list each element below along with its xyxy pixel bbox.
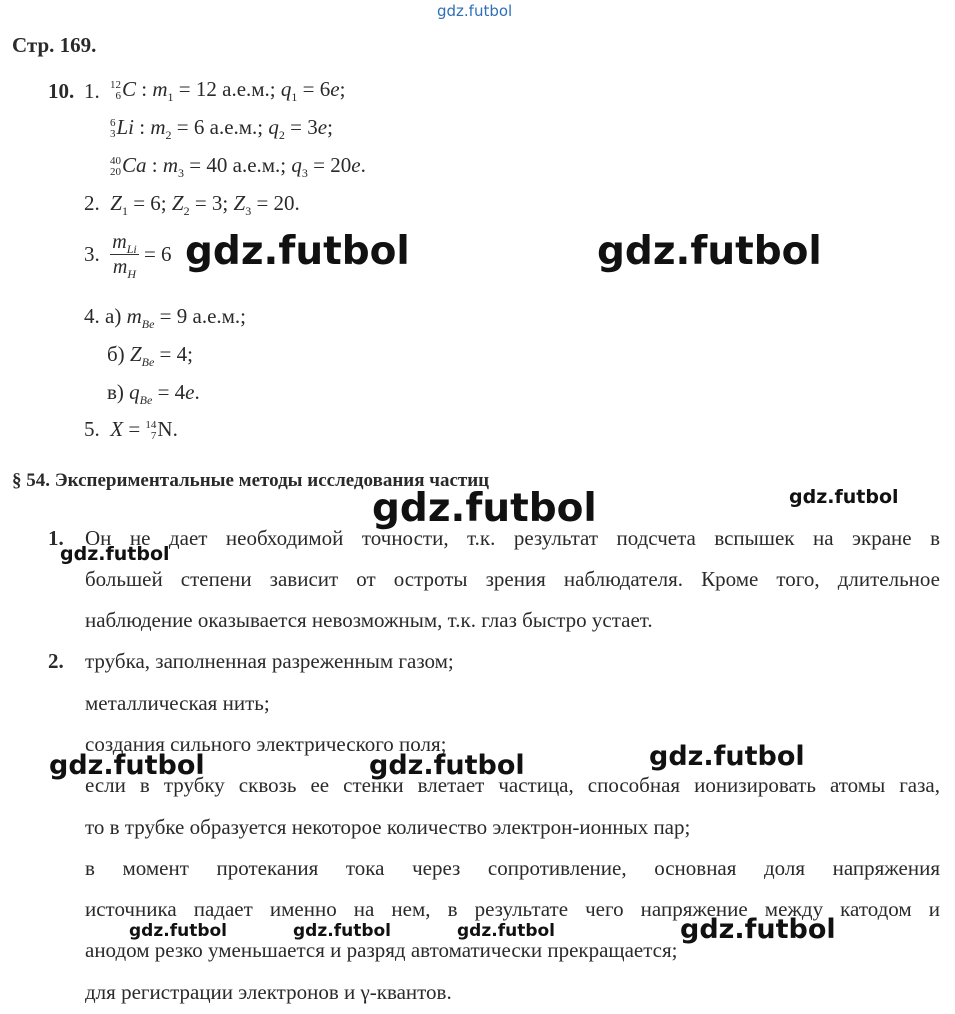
calcium-line: 40 20 Ca : $m_3 = 40$ а.е.м.; $q_3 = 20e$. <box>110 153 366 181</box>
watermark: gdz.futbol <box>293 921 391 941</box>
q1-line-2: большей степени зависит от остроты зрения наблюдателя. Кроме того, длительное <box>85 567 940 591</box>
q2-line-7: источника падает именно на нем, в результате чего напряжение между катодом и <box>85 897 940 921</box>
q2-line-8: анодом резко уменьшается и разряд автоматически прекращается; <box>85 938 678 962</box>
q2-number: 2. <box>48 649 64 673</box>
watermark: gdz.futbol <box>60 543 170 565</box>
q2-line-3: создания сильного электрического поля; <box>85 732 447 756</box>
q1-line-3: наблюдение оказывается невозможным, т.к. глаз быстро устает. <box>85 608 653 632</box>
item4a-line: 4. а) $m_{Be} = 9$ а.е.м.; <box>84 304 247 332</box>
watermark: gdz.futbol <box>789 486 899 508</box>
watermark: gdz.futbol <box>680 914 836 945</box>
item1-number: 1. <box>84 79 100 103</box>
nitrogen-nuclide-prefix: 14 7 <box>145 419 157 443</box>
watermark: gdz.futbol <box>597 229 822 274</box>
section-title: § 54. Экспериментальные методы исследования частиц <box>12 470 490 491</box>
watermark-top: gdz.futbol <box>437 2 513 20</box>
q2-line-4: если в трубку сквозь ее стенки влетает частица, способная ионизировать атомы газа, <box>85 773 940 797</box>
lithium-nuclide-prefix: 6 3 <box>110 117 116 141</box>
watermark: gdz.futbol <box>649 741 805 772</box>
item3-line: 3. $\frac{m_{Li}}{m_H}$ = 6 <box>84 231 172 281</box>
item5-line: 5. X = 14 7 N. <box>84 417 178 443</box>
lithium-line: 6 3 Li : $m_2 = 6$ а.е.м.; $q_2 = 3e$; <box>110 115 333 143</box>
watermark: gdz.futbol <box>369 750 525 781</box>
q2-line-5: то в трубке образуется некоторое количество электрон-ионных пар; <box>85 815 691 839</box>
q1-line-1: Он не дает необходимой точности, т.к. результат подсчета вспышек на экране в <box>85 526 940 550</box>
carbon-nuclide-prefix: 12 6 <box>110 79 121 103</box>
watermark: gdz.futbol <box>49 750 205 781</box>
watermark: gdz.futbol <box>129 921 227 941</box>
calcium-nuclide-prefix: 40 20 <box>110 155 121 179</box>
mass-ratio-fraction: $\frac{m_{Li}}{m_H}$ <box>112 231 137 281</box>
q1-number: 1. <box>48 526 64 550</box>
watermark: gdz.futbol <box>457 921 555 941</box>
watermark: gdz.futbol <box>185 229 410 274</box>
watermark: gdz.futbol <box>372 486 597 531</box>
carbon-line: 12 6 C : $m_1 = 12$ а.е.м.; $q_1 = 6e$; <box>110 77 346 105</box>
q2-line-6: в момент протекания тока через сопротивление, основная доля напряжения <box>85 856 940 880</box>
q2-line-9: для регистрации электронов и γ-квантов. <box>85 980 452 1004</box>
q2-line-2: металлическая нить; <box>85 691 270 715</box>
item2-line: 2. $Z_1 = 6$; $Z_2 = 3$; $Z_3 = 20$. <box>84 191 300 219</box>
item4c-line: в) $q_{Be} = 4e$. <box>107 380 200 408</box>
page-header: Стр. 169. <box>12 33 97 57</box>
problem-number: 10. <box>48 79 75 103</box>
q2-line-1: трубка, заполненная разреженным газом; <box>85 649 454 673</box>
item4b-line: б) $Z_{Be} = 4$; <box>107 342 193 370</box>
